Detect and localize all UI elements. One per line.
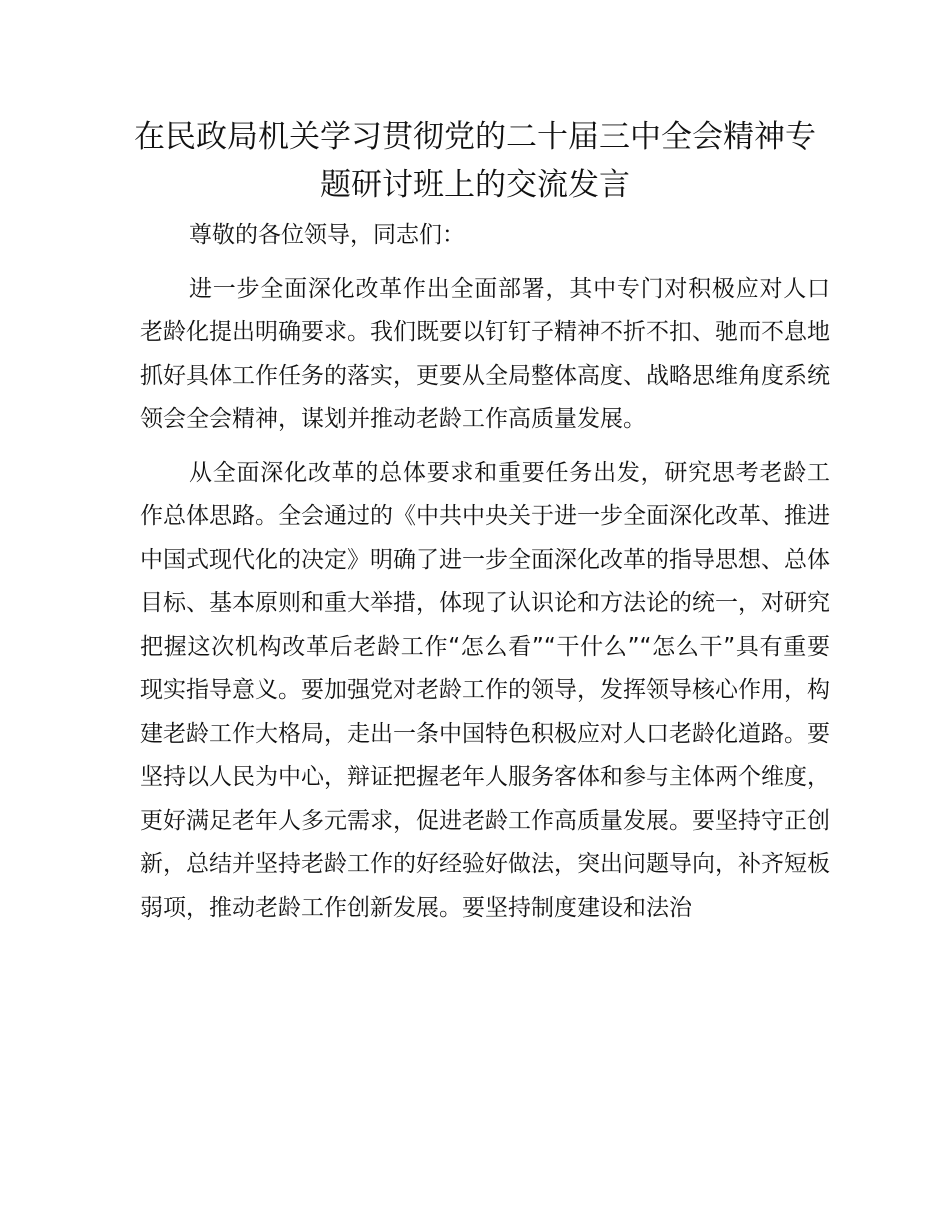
paragraph-2: 从全面深化改革的总体要求和重要任务出发，研究思考老龄工作总体思路。全会通过的《中共中央关于进一步全面深化改革、推进中国式现代化的决定》明确了进一步全面深化改革的指导思想、总体目标、基本原则和重大举措，体现了认识论和方法论的统一，对研究把握这次机构改革后老龄工作“怎么看”“干什么”“怎么干”具有重要现实指导意义。要加强党对老龄工作的领导，发挥领导核心作用，构建老龄工作大格局，走出一条中国特色积极应对人口老龄化道路。要坚持以人民为中心，辩证把握老年人服务客体和参与主体两个维度，更好满足老年人多元需求，促进老龄工作高质量发展。要坚持守正创新，总结并坚持老龄工作的好经验好做法，突出问题导向，补齐短板弱项，推动老龄工作创新发展。要坚持制度建设和法治 [140, 459, 830, 921]
document-body [140, 214, 830, 930]
paragraph-1: 进一步全面深化改革作出全面部署，其中专门对积极应对人口老龄化提出明确要求。我们既要以钉钉子精神不折不扣、驰而不息地抓好具体工作任务的落实，更要从全局整体高度、战略思维角度系统领会全会精神，谋划并推动老龄工作高质量发展。 [140, 275, 830, 432]
greeting: 尊敬的各位领导，同志们： [189, 222, 465, 248]
document-title: 在民政局机关学习贯彻党的二十届三中全会精神专题研讨班上的交流发言 [134, 119, 816, 203]
